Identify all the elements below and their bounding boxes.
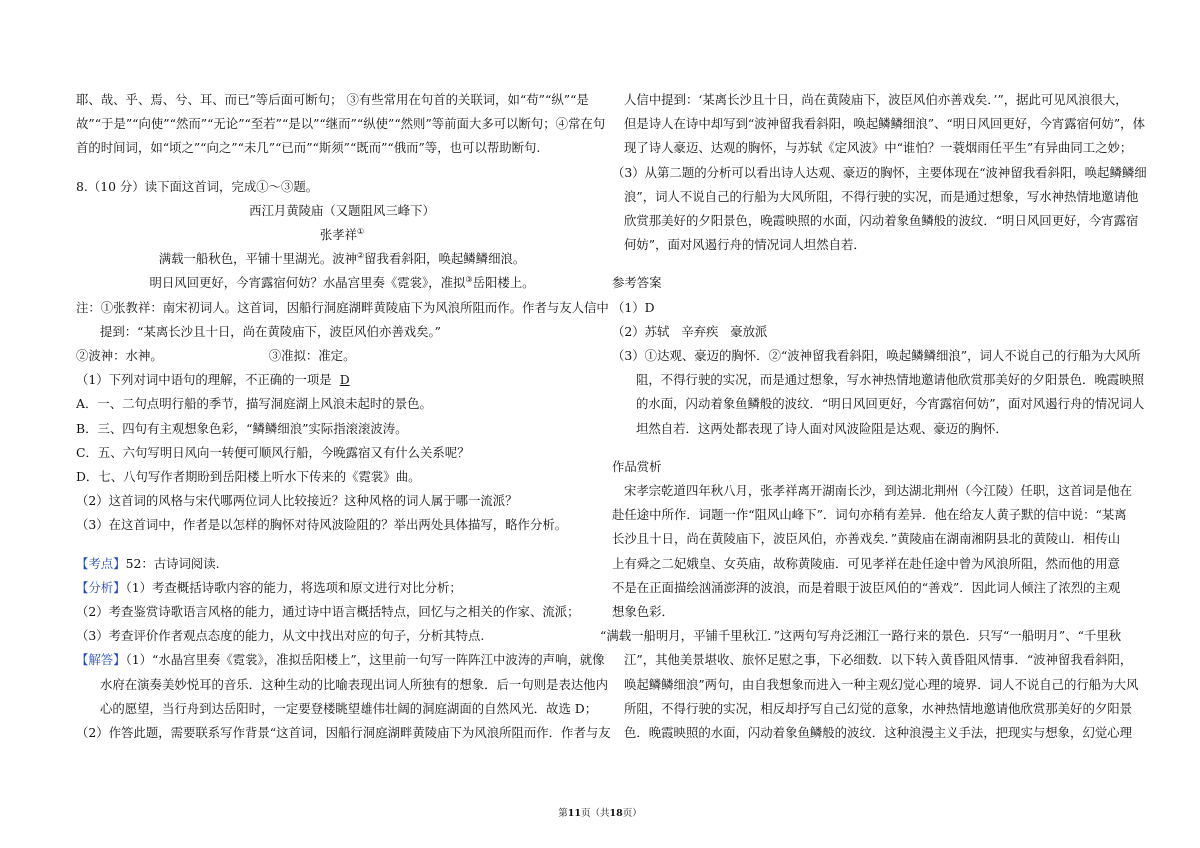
appreciation-heading: 作品赏析 (612, 458, 662, 474)
option-a: A．一、二句点明行船的季节，描写洞庭湖上风浪未起时的景色。 (76, 396, 432, 412)
poem-line-1: 满载一船秋色，平铺十里湖光。波神②留我看斜阳，唤起鳞鳞细浪。 (158, 251, 526, 267)
answer-3-cont: 的水面，闪动着象鱼鳞般的波纹．“明日风回更好，今宵露宿何妨”，面对风遏行舟的情况词人 (636, 396, 1145, 412)
appreciation-line: 不是在正面描绘汹涌澎湃的波浪，而是着眼于波臣风伯的“善戏”．因此词人倾注了浓烈的主观 (612, 579, 1121, 595)
appreciation-line: 上有舜之二妃娥皇、女英庙，故称黄陵庙．可见孝祥在赴任途中曾为风浪所阻，然而他的用意 (612, 555, 1121, 571)
appreciation-line: 宋孝宗乾道四年秋八月，张孝祥离开湖南长沙，到达湖北荆州（今江陵）任职，这首词是他在 (624, 483, 1133, 499)
appreciation-line: 唤起鳞鳞细浪”两句，由自我想象而进入一种主观幻觉心理的境界．词人不说自己的行船为大风 (624, 676, 1139, 692)
answer-2: （2）苏轼 辛弃疾 豪放派 (612, 323, 768, 339)
notes-2-3: ②波神：水神。 ③准拟：准定。 (76, 348, 356, 364)
kaodian-label: 【考点】 (76, 555, 126, 571)
option-b: B．三、四句有主观想象色彩，“鳞鳞细浪”实际指滚滚波涛。 (76, 420, 408, 436)
jieda: 【解答】（1）“水晶宫里奏《霓裳》，准拟岳阳楼上”，这里前一句写一阵阵江中波涛的声响，就像 (76, 652, 605, 668)
fenxi-2: （2）考查鉴赏诗歌语言风格的能力，通过诗中语言概括特点，回忆与之相关的作家、流派； (76, 604, 580, 620)
note-1-cont: 提到：“某离长沙且十日，尚在黄陵庙下，波臣风伯亦善戏矣。” (100, 323, 442, 339)
text-line: 浪”，词人不说自己的行船为大风所阻，不得行驶的实况，而是通过想象，写水神热情地邀请他 (624, 188, 1139, 204)
option-d: D．七、八句写作者期盼到岳阳楼上听水下传来的《霓裳》曲。 (76, 469, 421, 485)
question-heading: 8.（10 分）读下面这首词，完成①～③题。 (76, 178, 319, 194)
appreciation-line: 长沙且十日，尚在黄陵庙下，波臣风伯，亦善戏矣．”黄陵庙在湖南湘阴县北的黄陵山．相传山 (612, 531, 1121, 547)
poem-title: 西江月黄陵庙（又题阻风三峰下） (249, 202, 435, 218)
jieda-4: （2）作答此题，需要联系写作背景“这首词，因船行洞庭湖畔黄陵庙下为风浪所阻而作．作者与友 (76, 725, 611, 741)
note-1: 注：①张教祥：南宋初词人。这首词，因船行洞庭湖畔黄陵庙下为风浪所阻而作。作者与友人信中 (76, 299, 609, 315)
jieda-2: 水府在演奏美妙悦耳的音乐．这种生动的比喻表现出词人所独有的想象．后一句则是表达他内 (100, 676, 609, 692)
appreciation-line: 想象色彩． (612, 604, 674, 620)
question-3: （3）在这首词中，作者是以怎样的胸怀对待风波险阻的？举出两处具体描写，略作分析。 (76, 517, 568, 533)
question-2: （2）这首词的风格与宋代哪两位词人比较接近？这种风格的词人属于哪一流派？ (76, 493, 518, 509)
appreciation-line: 江”，其他美景堪收、旅怀足慰之事，下必细数．以下转入黄昏阻风情事．“波神留我看斜阳， (624, 652, 1133, 668)
answer-heading: 参考答案 (612, 275, 662, 291)
fenxi-label: 【分析】 (76, 579, 126, 595)
text-line: 耶、哉、乎、焉、兮、耳、而已”等后面可断句； ③有些常用在句首的关联词，如“苟”“纵”“是 (76, 92, 589, 107)
text-line: 但是诗人在诗中却写到“波神留我看斜阳，唤起鳞鳞细浪”、“明日风回更好，今宵露宿何妨”，体 (624, 116, 1145, 132)
appreciation-line: 色．晚霞映照的水面，闪动着象鱼鳞般的波纹．这种浪漫主义手法，把现实与想象，幻觉心理 (624, 725, 1133, 741)
fenxi: 【分析】（1）考查概括诗歌内容的能力，将选项和原文进行对比分析； (76, 579, 462, 595)
left-column (76, 88, 611, 745)
question-1: （1）下列对词中语句的理解，不正确的一项是 D (76, 368, 608, 392)
text-line: （3）从第二题的分析可以看出诗人达观、豪迈的胸怀，主要体现在“波神留我看斜阳，唤起鳞鳞细 (612, 164, 1147, 180)
poem-author: 张孝祥① (319, 226, 365, 243)
page-number: 11 (567, 808, 581, 819)
answer-3: （3）①达观、豪迈的胸怀．②“波神留我看斜阳，唤起鳞鳞细浪”，词人不说自己的行船为大风所 (612, 348, 1141, 364)
right-column (600, 88, 1147, 745)
appreciation-line: 所阻，不得行驶的实况，相反却抒写自己幻觉的意象，水神热情地邀请他欣赏那美好的夕阳景 (624, 700, 1133, 716)
text-line: 故”“于是”“向使”“然而”“无论”“至若”“是以”“继而”“纵使”“然则”等前面大多可以断句；④常在句 (76, 116, 606, 132)
jieda-label: 【解答】 (76, 652, 126, 668)
page-total: 18 (609, 808, 623, 819)
appreciation-line: 赴任途中所作．词题一作“阻风山峰下”．词句亦稍有差异．他在给友人黄子默的信中说：“某离 (612, 507, 1127, 523)
option-c: C．五、六句写明日风向一转便可顺风行船，今晚露宿又有什么关系呢？ (76, 444, 470, 460)
text-line: 现了诗人豪迈、达观的胸怀，与苏轼《定风波》中“谁怕？一蓑烟雨任平生”有异曲同工之妙； (624, 140, 1133, 156)
jieda-3: 心的愿望，当行舟到达岳阳时，一定要登楼眺望雄伟壮阔的洞庭湖面的自然风光．故选 D； (100, 700, 598, 716)
text-line: 欣赏那美好的夕阳景色，晚霞映照的水面，闪动着象鱼鳞般的波纹．“明日风回更好，今宵露宿 (624, 213, 1139, 229)
appreciation-line: “满载一船明月，平铺千里秋江．”这两句写舟泛湘江一路行来的景色．只写“一船明月”、“千里秋 (600, 628, 1122, 644)
answer-blank: D (339, 372, 350, 388)
text-line: 人信中提到：‘某离长沙且十日，尚在黄陵庙下，波臣风伯亦善戏矣．’”，据此可见风浪很大， (624, 92, 1128, 107)
answer-1: （1）D (612, 299, 655, 315)
text-line: 何妨”，面对风遏行舟的情况词人坦然自若． (624, 237, 866, 253)
poem-line-2: 明日风回更好，今宵露宿何妨？水晶宫里奏《霓裳》，准拟③岳阳楼上。 (149, 275, 535, 291)
answer-3-cont: 阻，不得行驶的实况，而是通过想象，写水神热情地邀请他欣赏那美好的夕阳景色．晚霞映照 (636, 372, 1145, 388)
answer-3-cont: 坦然自若．这两处都表现了诗人面对风波险阻是达观、豪迈的胸怀． (636, 420, 1008, 436)
page-footer: 第11页（共18页） (558, 808, 642, 819)
text-line: 首的时间词，如“顷之”“向之”“未几”“已而”“斯须”“既而”“俄而”等，也可以帮助断句. (76, 140, 541, 156)
kaodian: 【考点】52：古诗词阅读. (76, 555, 220, 571)
fenxi-3: （3）考查评价作者观点态度的能力，从文中找出对应的句子，分析其特点. (76, 628, 485, 644)
